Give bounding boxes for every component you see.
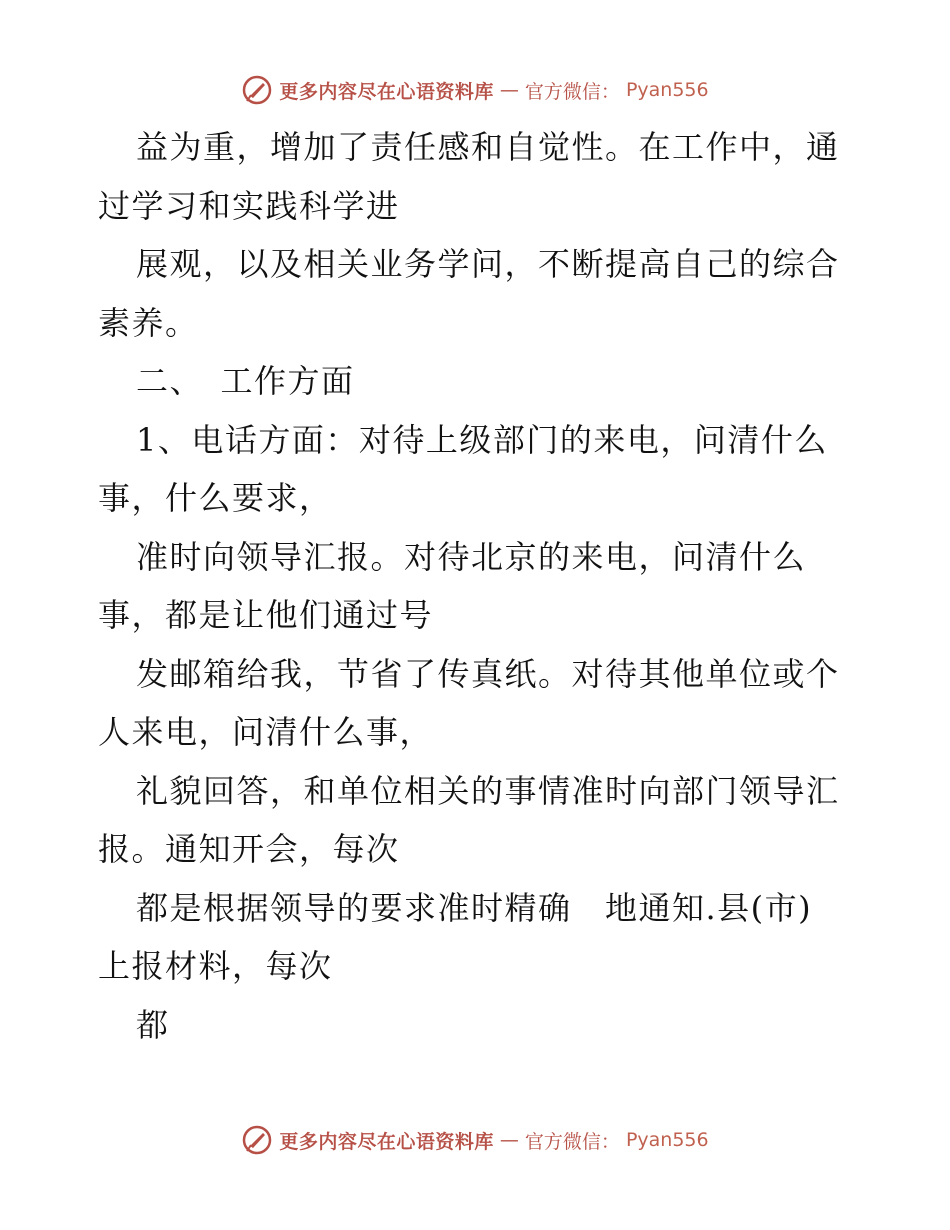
text-line: 都是根据领导的要求准时精确 地通知.县(市)	[136, 888, 813, 927]
text-line: 都	[136, 1005, 170, 1044]
section-heading: 二、 工作方面	[136, 362, 355, 400]
text-line: 人来电，问清什么事，	[98, 713, 434, 751]
watermark-wechat-id: Pyan556	[625, 1129, 709, 1151]
watermark-wechat-id: Pyan556	[625, 79, 709, 101]
document-body	[98, 118, 858, 1054]
text-line: 过学习和实践科学进	[98, 186, 400, 225]
text-line: 报。通知开会，每次	[98, 830, 400, 868]
quill-logo-icon	[241, 1124, 273, 1156]
watermark-brand-text: 更多内容尽在心语资料库	[279, 1130, 494, 1153]
text-line: 事，都是让他们通过号	[98, 596, 434, 634]
watermark-wechat-label: 官方微信：	[524, 1130, 620, 1153]
quill-logo-icon	[241, 74, 273, 106]
text-line: 事，什么要求，	[98, 479, 333, 517]
text-line: 发邮箱给我，节省了传真纸。对待其他单位或个	[136, 654, 840, 693]
text-line: 上报材料，每次	[98, 947, 333, 985]
text-line: 准时向领导汇报。对待北京的来电，问清什么	[136, 537, 807, 576]
text-line: 益为重，增加了责任感和自觉性。在工作中，通	[136, 128, 840, 166]
text-line: 素养。	[98, 303, 199, 342]
text-line: 礼貌回答，和单位相关的事情准时向部门领导汇	[136, 771, 840, 810]
header-watermark	[0, 70, 950, 110]
watermark-wechat-label: 官方微信：	[524, 80, 620, 103]
text-line: 1、电话方面：对待上级部门的来电，问清什么	[136, 420, 828, 459]
text-line: 展观，以及相关业务学问，不断提高自己的综合	[136, 245, 840, 283]
watermark-brand-text: 更多内容尽在心语资料库	[279, 80, 494, 103]
watermark-separator: —	[499, 79, 519, 101]
watermark-separator: —	[499, 1129, 519, 1151]
footer-watermark	[0, 1120, 950, 1160]
